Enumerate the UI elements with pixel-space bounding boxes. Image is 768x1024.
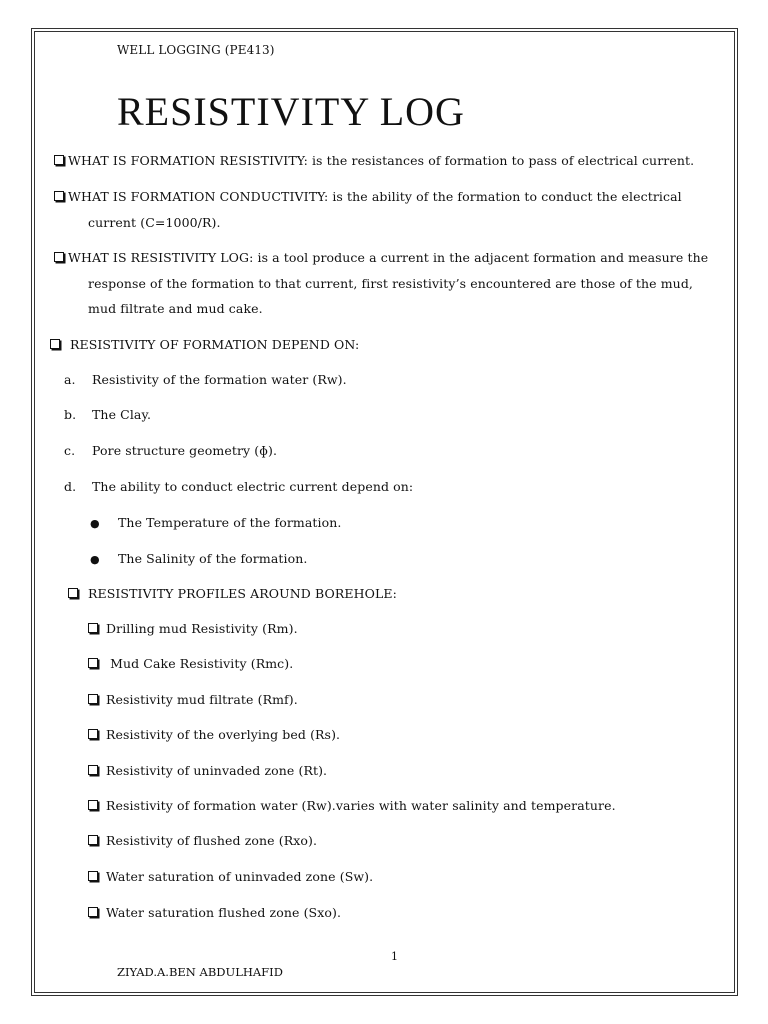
list-text: The ability to conduct electric current depend on: — [92, 479, 414, 494]
bullet-item — [90, 515, 342, 530]
checkbox-icon — [88, 871, 98, 881]
profile-text: Resistivity of formation water (Rw).varies with water salinity and temperature. — [106, 798, 616, 813]
list-text: Resistivity of the formation water (Rw). — [92, 372, 347, 387]
bullet-icon: ● — [90, 553, 100, 566]
profile-item — [88, 692, 298, 707]
list-item — [64, 407, 151, 422]
profiles-heading-text: RESISTIVITY PROFILES AROUND BOREHOLE: — [88, 586, 397, 601]
page-header: WELL LOGGING (PE413) — [117, 43, 275, 57]
bullet-item — [90, 551, 307, 566]
list-label: d. — [64, 479, 77, 494]
profile-text: Resistivity of flushed zone (Rxo). — [106, 833, 318, 848]
list-label: c. — [64, 443, 76, 458]
checkbox-icon — [88, 694, 98, 704]
depend-heading-text: RESISTIVITY OF FORMATION DEPEND ON: — [70, 337, 360, 352]
checkbox-icon — [50, 339, 60, 349]
list-item — [64, 479, 413, 494]
bullet-text: The Salinity of the formation. — [118, 551, 308, 566]
profile-text: Resistivity mud filtrate (Rmf). — [106, 692, 298, 707]
page-border-inner — [34, 31, 735, 993]
profile-text: Drilling mud Resistivity (Rm). — [106, 621, 298, 636]
definition-resistivity-log — [54, 250, 708, 265]
page-number: 1 — [391, 950, 398, 963]
checkbox-icon — [54, 155, 64, 165]
checkbox-icon — [88, 729, 98, 739]
profile-text: Resistivity of uninvaded zone (Rt). — [106, 763, 328, 778]
checkbox-icon — [88, 623, 98, 633]
profile-item — [88, 727, 340, 742]
depend-heading — [50, 337, 359, 352]
definition-text-continued: response of the formation to that current, first resistivity’s encountered are those of the mud, — [88, 276, 694, 291]
list-text: The Clay. — [92, 407, 152, 422]
checkbox-icon — [54, 252, 64, 262]
checkbox-icon — [88, 658, 98, 668]
definition-text-continued: current (C=1000/R). — [88, 215, 221, 230]
definition-text-continued: mud filtrate and mud cake. — [88, 301, 263, 316]
list-text: Pore structure geometry (ɸ). — [92, 443, 278, 458]
bullet-icon: ● — [90, 517, 100, 530]
profile-item — [88, 763, 327, 778]
list-label: b. — [64, 407, 77, 422]
bullet-text: The Temperature of the formation. — [118, 515, 342, 530]
checkbox-icon — [88, 835, 98, 845]
page-title: RESISTIVITY LOG — [117, 89, 465, 134]
profile-item — [88, 869, 373, 884]
definition-text: WHAT IS FORMATION RESISTIVITY: is the resistances of formation to pass of electrical current. — [68, 153, 695, 168]
definition-text: WHAT IS FORMATION CONDUCTIVITY: is the ability of the formation to conduct the electrical — [68, 189, 682, 204]
profile-text: Resistivity of the overlying bed (Rs). — [106, 727, 341, 742]
profile-text: Water saturation flushed zone (Sxo). — [106, 905, 342, 920]
definition-resistivity — [54, 153, 694, 168]
list-item — [64, 372, 347, 387]
profile-item — [88, 905, 341, 920]
profile-item — [88, 798, 616, 813]
checkbox-icon — [54, 191, 64, 201]
profile-text: Mud Cake Resistivity (Rmc). — [106, 656, 294, 671]
profile-item — [88, 621, 298, 636]
definition-text: WHAT IS RESISTIVITY LOG: is a tool produce a current in the adjacent formation and measure the — [68, 250, 709, 265]
profile-item — [88, 656, 293, 671]
checkbox-icon — [88, 907, 98, 917]
page-footer: ZIYAD.A.BEN ABDULHAFID — [117, 965, 283, 979]
list-item — [64, 443, 277, 458]
checkbox-icon — [88, 800, 98, 810]
profiles-heading — [68, 586, 397, 601]
profile-text: Water saturation of uninvaded zone (Sw). — [106, 869, 374, 884]
definition-conductivity — [54, 189, 682, 204]
checkbox-icon — [88, 765, 98, 775]
profile-item — [88, 833, 317, 848]
checkbox-icon — [68, 588, 78, 598]
list-label: a. — [64, 372, 76, 387]
